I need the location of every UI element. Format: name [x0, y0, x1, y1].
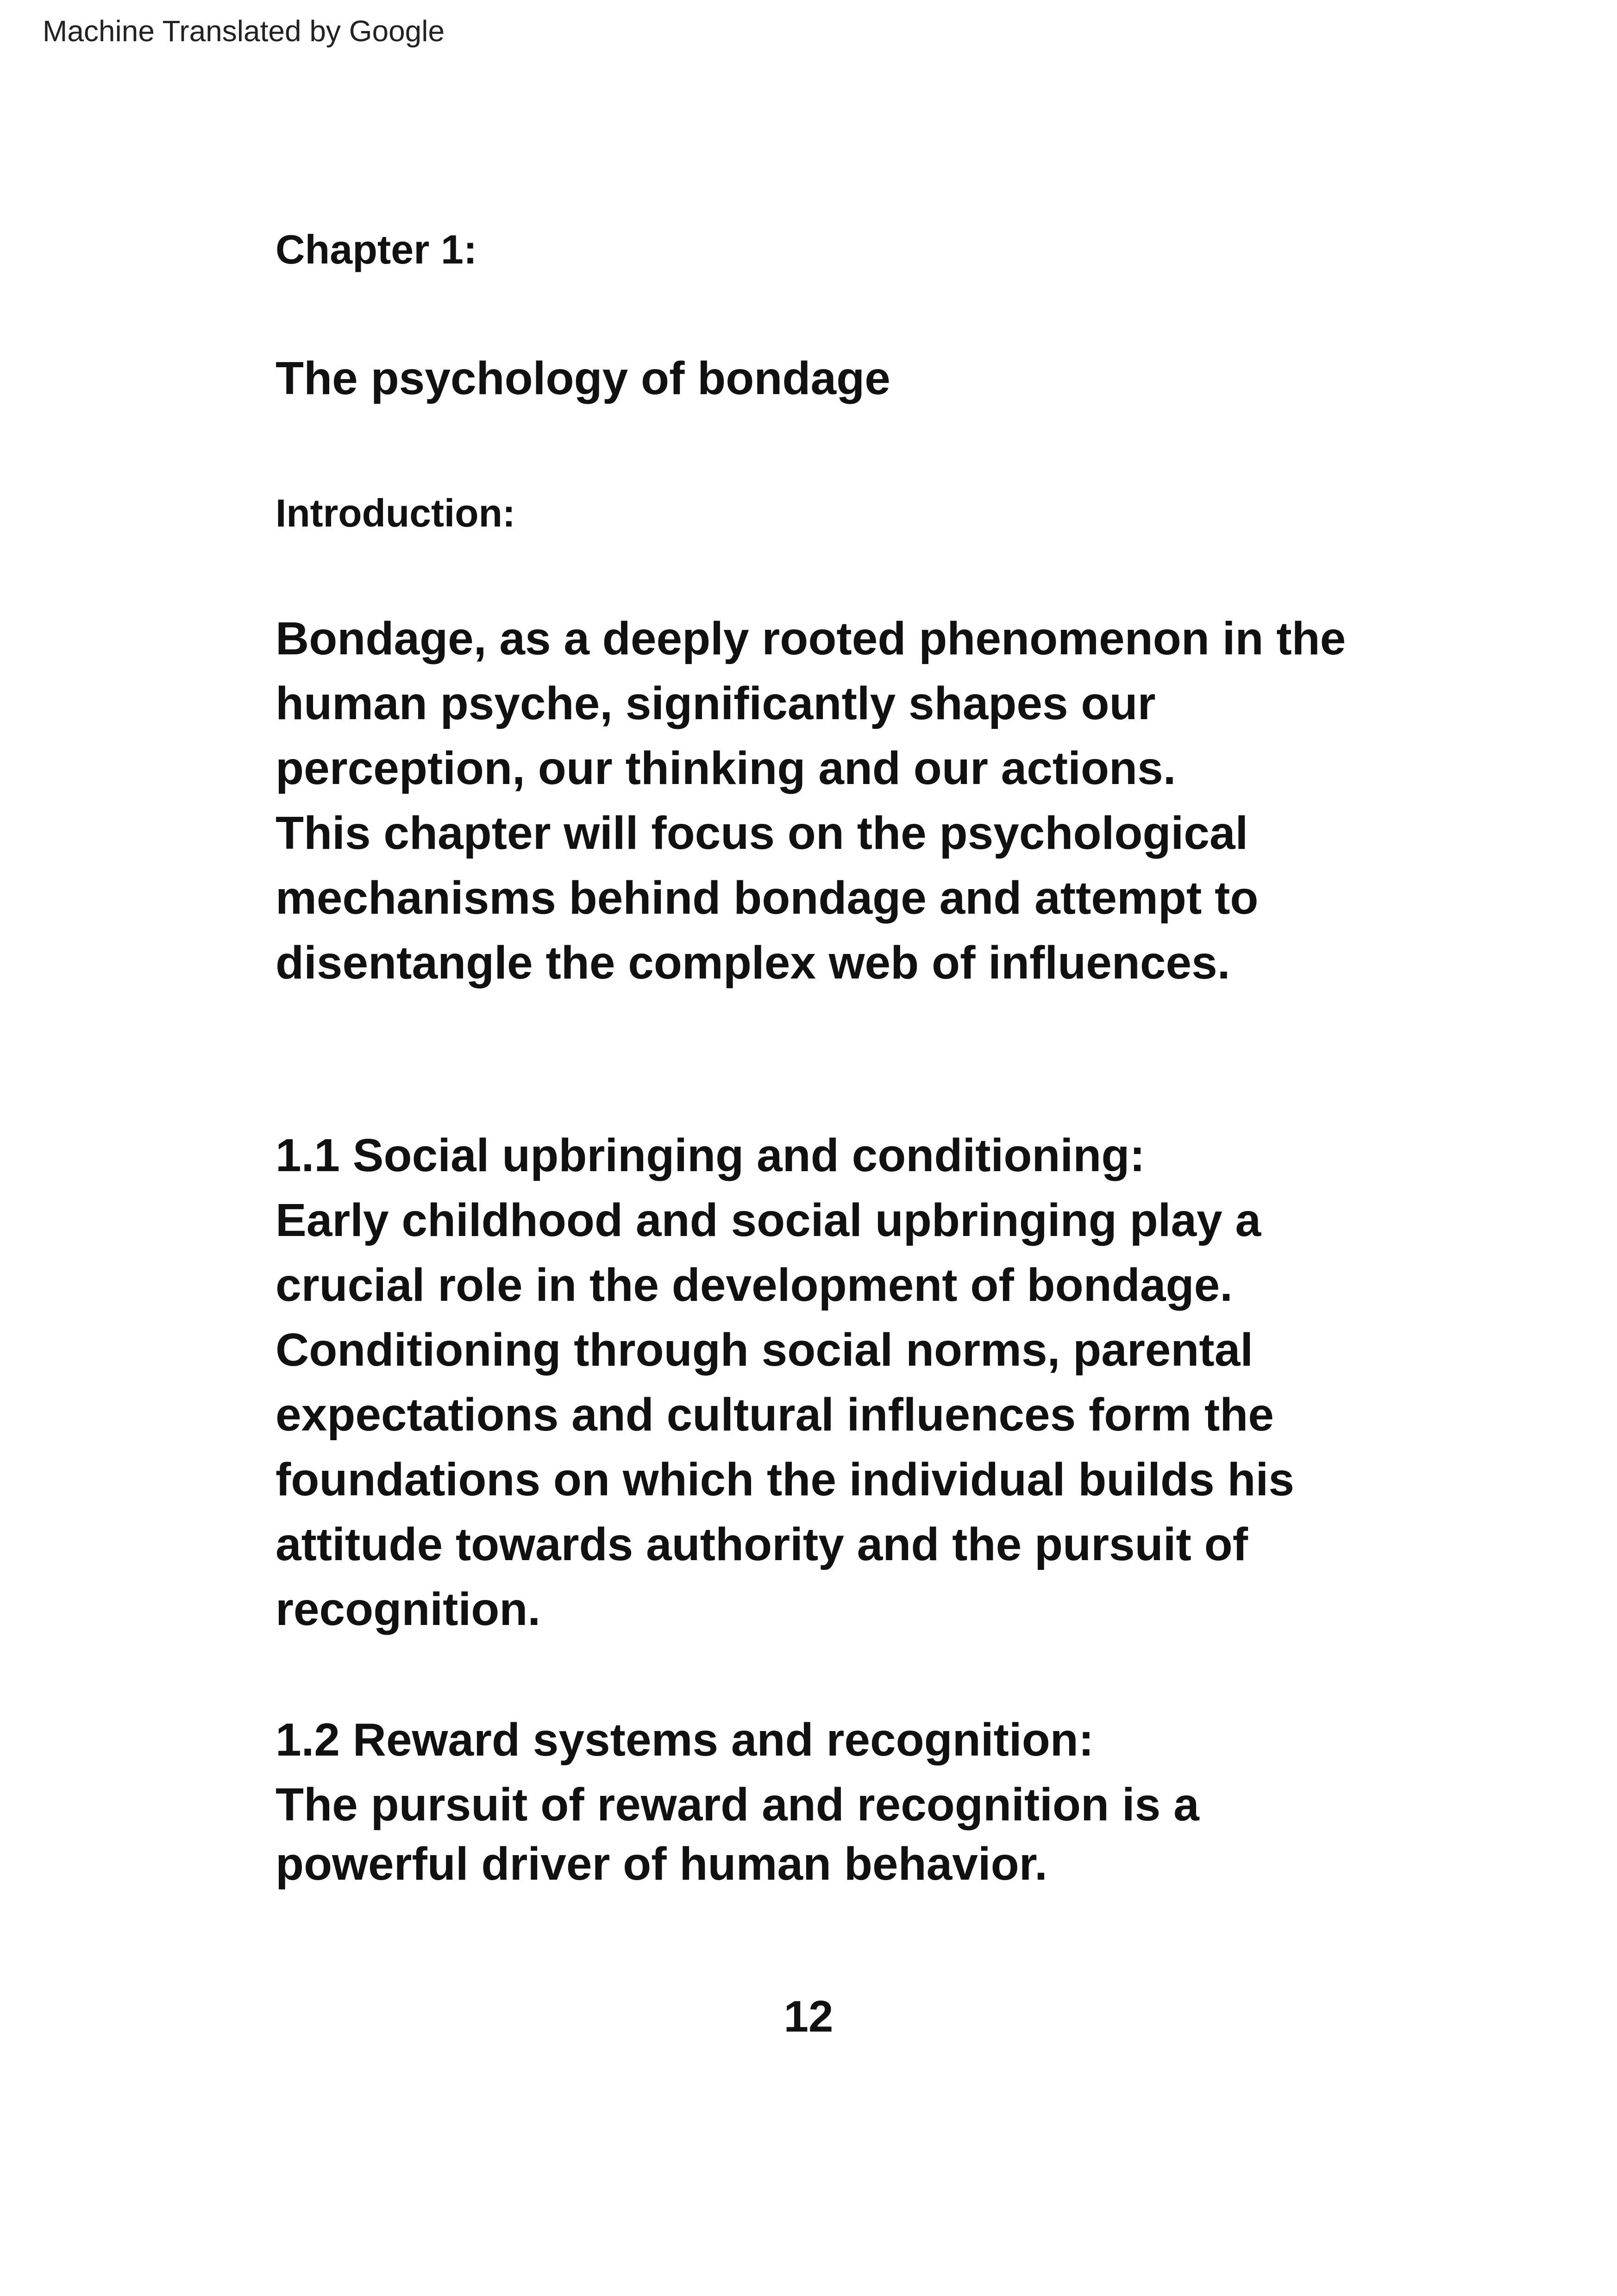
section-1-2-line: powerful driver of human behavior. — [276, 1838, 1047, 1890]
section-1-1-line: Early childhood and social upbringing play a — [276, 1194, 1261, 1246]
section-1-1-line: expectations and cultural influences form the — [276, 1389, 1274, 1441]
introduction-label: Introduction: — [276, 491, 515, 535]
section-1-2-line: The pursuit of reward and recognition is a — [276, 1779, 1199, 1831]
section-1-2-heading: 1.2 Reward systems and recognition: — [276, 1714, 1094, 1766]
intro-paragraph-line: perception, our thinking and our actions. — [276, 742, 1176, 794]
section-1-1-line: Conditioning through social norms, parental — [276, 1324, 1253, 1376]
intro-paragraph-line: mechanisms behind bondage and attempt to — [276, 872, 1259, 924]
chapter-label: Chapter 1: — [276, 226, 477, 272]
section-1-1-heading: 1.1 Social upbringing and conditioning: — [276, 1129, 1145, 1181]
chapter-title: The psychology of bondage — [276, 352, 890, 404]
intro-paragraph-line: disentangle the complex web of influences. — [276, 937, 1230, 989]
intro-paragraph-line: This chapter will focus on the psychological — [276, 807, 1248, 859]
section-1-1-line: attitude towards authority and the pursuit of — [276, 1518, 1248, 1570]
section-1-1-line: recognition. — [276, 1583, 541, 1635]
intro-paragraph-line: human psyche, significantly shapes our — [276, 678, 1156, 729]
section-1-1-line: foundations on which the individual builds his — [276, 1454, 1294, 1506]
translation-watermark: Machine Translated by Google — [43, 14, 445, 48]
section-1-1-line: crucial role in the development of bondage. — [276, 1259, 1233, 1311]
page-number: 12 — [783, 1992, 834, 2041]
intro-paragraph-line: Bondage, as a deeply rooted phenomenon in the — [276, 613, 1346, 665]
